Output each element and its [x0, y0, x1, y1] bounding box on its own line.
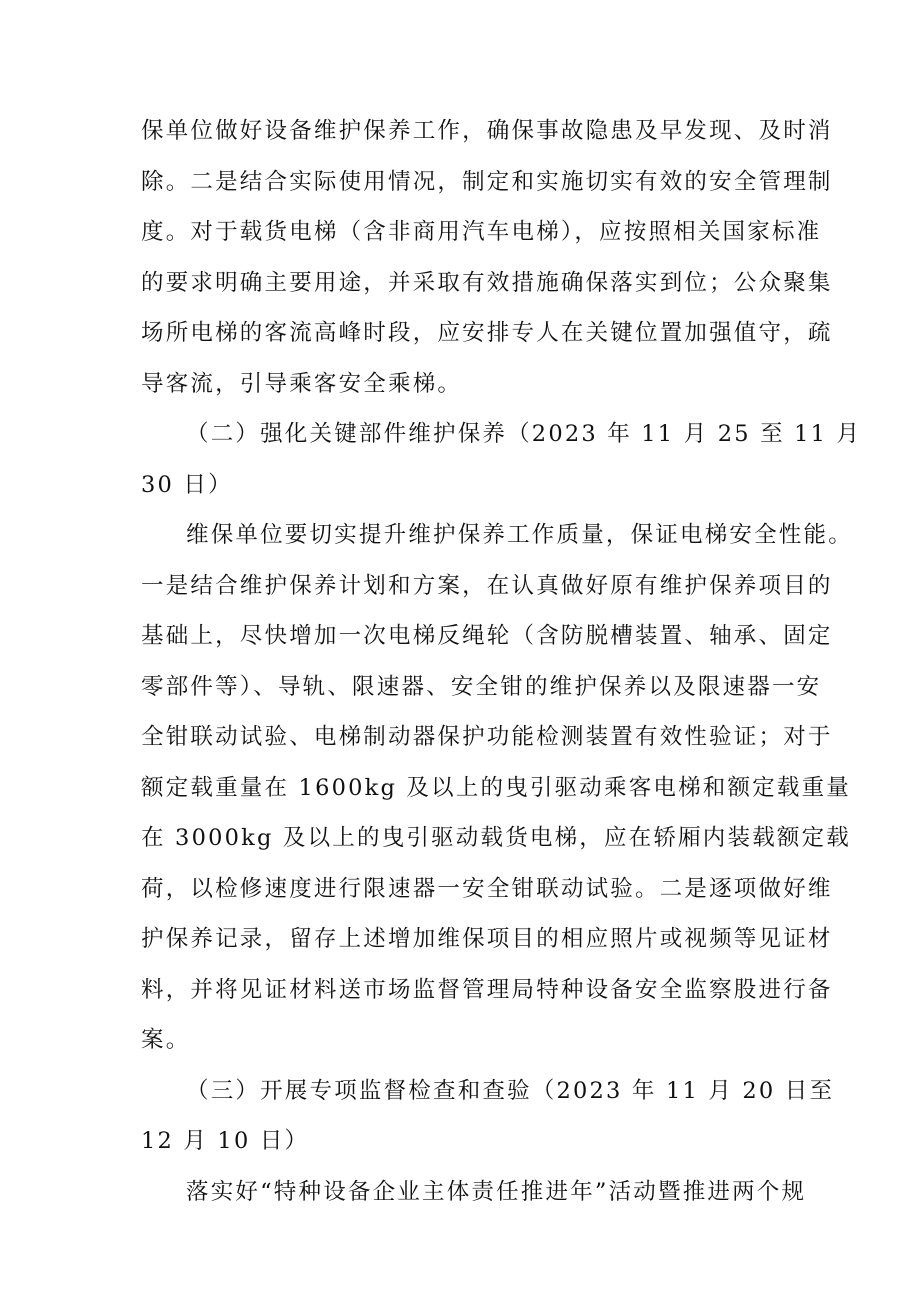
paragraph-line: 案。 — [141, 1027, 191, 1053]
paragraph-line: 护保养记录，留存上述增加维保项目的相应照片或视频等见证材 — [141, 926, 833, 952]
paragraph-line: 落实好“特种设备企业主体责任推进年”活动暨推进两个规 — [186, 1179, 807, 1205]
paragraph-line: 基础上，尽快增加一次电梯反绳轮（含防脱槽装置、轴承、固定 — [141, 623, 833, 649]
paragraph-line: 维保单位要切实提升维护保养工作质量，保证电梯安全性能。 — [186, 522, 853, 548]
paragraph-line: 荷，以检修速度进行限速器一安全钳联动试验。二是逐项做好维 — [141, 876, 833, 902]
paragraph-line: 保单位做好设备维护保养工作，确保事故隐患及早发现、及时消 — [141, 118, 833, 144]
paragraph-line: 全钳联动试验、电梯制动器保护功能检测装置有效性验证；对于 — [141, 724, 833, 750]
paragraph-line: 零部件等）、导轨、限速器、安全钳的维护保养以及限速器一安 — [141, 674, 822, 700]
paragraph-line: 在 3000kg 及以上的曳引驱动载货电梯，应在轿厢内装载额定载 — [141, 825, 852, 851]
paragraph-line: 导客流，引导乘客安全乘梯。 — [141, 371, 463, 397]
section-heading: （三）开展专项监督检查和查验（2023 年 11 月 20 日至 — [186, 1078, 835, 1104]
paragraph-line: 额定载重量在 1600kg 及以上的曳引驱动乘客电梯和额定载重量 — [141, 775, 852, 801]
paragraph-line: 除。二是结合实际使用情况，制定和实施切实有效的安全管理制 — [141, 169, 833, 195]
paragraph-line: 场所电梯的客流高峰时段，应安排专人在关键位置加强值守，疏 — [141, 320, 833, 346]
section-heading: （二）强化关键部件维护保养（2023 年 11 月 25 至 11 月 — [186, 421, 862, 447]
section-heading-continued: 30 日） — [141, 472, 233, 498]
paragraph-line: 一是结合维护保养计划和方案，在认真做好原有维护保养项目的 — [141, 573, 833, 599]
paragraph-line: 的要求明确主要用途，并采取有效措施确保落实到位；公众聚集 — [141, 270, 833, 296]
section-heading-continued: 12 月 10 日） — [141, 1128, 310, 1154]
paragraph-line: 度。对于载货电梯（含非商用汽车电梯），应按照相关国家标准 — [141, 219, 822, 245]
paragraph-line: 料，并将见证材料送市场监督管理局特种设备安全监察股进行备 — [141, 977, 833, 1003]
